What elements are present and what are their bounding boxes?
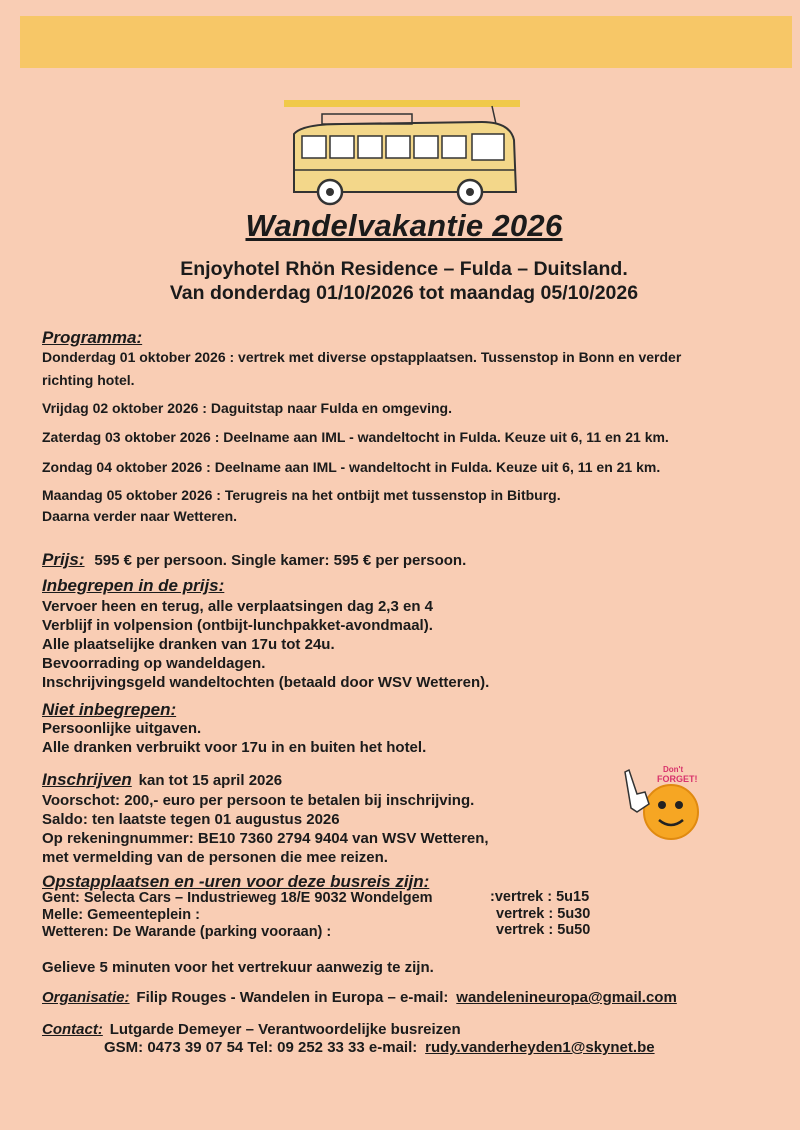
page-title: Wandelvakantie 2026 xyxy=(245,208,563,243)
list-item: Vervoer heen en terug, alle verplaatsingen dag 2,3 en 4 xyxy=(42,598,433,615)
day-line: Daarna verder naar Wetteren. xyxy=(42,508,238,524)
list-item: Voorschot: 200,- euro per persoon te betalen bij inschrijving. xyxy=(42,792,475,809)
organisatie-label: Organisatie: xyxy=(42,989,130,1006)
list-item: Op rekeningnummer: BE10 7360 2794 9404 van WSV Wetteren, xyxy=(42,830,489,847)
opstap-time: vertrek : 5u50 xyxy=(496,922,591,938)
programma-day-1 xyxy=(42,349,681,389)
list-item: met vermelding van de personen die mee reizen. xyxy=(42,849,388,866)
inbegrepen-heading: Inbegrepen in de prijs: xyxy=(42,576,225,595)
opstap-place: Wetteren: De Warande (parking vooraan) : xyxy=(42,924,332,940)
opstap-time: :vertrek : 5u15 xyxy=(490,889,590,905)
programma-day-3 xyxy=(42,429,669,446)
programma-section xyxy=(42,328,142,348)
pointing-hand-icon xyxy=(625,770,649,812)
organisatie-text: Filip Rouges - Wandelen in Europa – e-mail: xyxy=(136,989,449,1006)
dont-forget-sticker xyxy=(615,760,705,842)
bus-illustration xyxy=(282,100,522,208)
opstap-heading: Opstapplaatsen en -uren voor deze busreis zijn: xyxy=(42,872,430,891)
opstap-time: vertrek : 5u30 xyxy=(496,906,591,922)
organisatie-section xyxy=(42,989,677,1006)
niet-inbegrepen-section xyxy=(42,700,426,756)
list-item: Verblijf in volpension (ontbijt-lunchpakket-avondmaal). xyxy=(42,617,433,634)
programma-day-2 xyxy=(42,400,452,417)
list-item: Persoonlijke uitgaven. xyxy=(42,720,202,737)
programma-day-4 xyxy=(42,459,660,476)
contact-section xyxy=(42,1021,461,1038)
sticker-top-text: Don't xyxy=(663,765,684,774)
list-item: Saldo: ten laatste tegen 01 augustus 2026 xyxy=(42,811,340,828)
opstap-place: Gent: Selecta Cars – Industrieweg 18/E 9032 Wondelgem xyxy=(42,890,433,906)
opstap-note xyxy=(42,959,434,976)
programma-heading: Programma: xyxy=(42,328,143,347)
contact-email-link[interactable]: rudy.vanderheyden1@skynet.be xyxy=(425,1039,655,1056)
day-line: Maandag 05 oktober 2026 : Terugreis na het ontbijt met tussenstop in Bitburg. xyxy=(42,487,561,503)
inschrijven-deadline: kan tot 15 april 2026 xyxy=(138,772,283,789)
contact-phones: GSM: 0473 39 07 54 Tel: 09 252 33 33 e-mail: xyxy=(104,1039,418,1056)
contact-line-2 xyxy=(104,1039,655,1056)
niet-inbegrepen-heading: Niet inbegrepen: xyxy=(42,700,177,719)
note-text: Gelieve 5 minuten voor het vertrekuur aanwezig te zijn. xyxy=(42,959,434,976)
prijs-heading: Prijs: xyxy=(42,550,85,569)
hotel-subtitle: Enjoyhotel Rhön Residence – Fulda – Duitsland. xyxy=(180,258,628,280)
top-color-band xyxy=(20,16,792,68)
day-line: Zaterdag 03 oktober 2026 : Deelname aan IML - wandeltocht in Fulda. Keuze uit 6, 11 en 21 km. xyxy=(42,429,669,445)
programma-day-5 xyxy=(42,487,561,525)
contact-text: Lutgarde Demeyer – Verantwoordelijke busreizen xyxy=(109,1021,461,1038)
organisatie-email-link[interactable]: wandelenineuropa@gmail.com xyxy=(456,989,677,1006)
inschrijven-section xyxy=(42,770,489,866)
list-item: Alle dranken verbruikt voor 17u in en buiten het hotel. xyxy=(42,739,427,756)
inbegrepen-section xyxy=(42,576,489,691)
dates-subtitle: Van donderdag 01/10/2026 tot maandag 05/10/2026 xyxy=(169,282,639,304)
list-item: Alle plaatselijke dranken van 17u tot 24u. xyxy=(42,636,335,653)
list-item: Inschrijvingsgeld wandeltochten (betaald door WSV Wetteren). xyxy=(42,674,490,691)
list-item: Bevoorrading op wandeldagen. xyxy=(42,655,266,672)
day-line: richting hotel. xyxy=(42,372,135,388)
bus-highlight-stripe xyxy=(284,100,520,107)
sticker-bottom-text: FORGET! xyxy=(657,774,698,784)
smiley-face-icon xyxy=(644,785,698,839)
inschrijven-heading: Inschrijven xyxy=(42,770,132,789)
opstap-place: Melle: Gemeenteplein : xyxy=(42,907,200,923)
day-line: Donderdag 01 oktober 2026 : vertrek met diverse opstapplaatsen. Tussenstop in Bonn en verder xyxy=(42,349,682,365)
day-line: Zondag 04 oktober 2026 : Deelname aan IML - wandeltocht in Fulda. Keuze uit 6, 11 en 21 km. xyxy=(42,459,661,475)
prijs-section xyxy=(42,550,466,570)
prijs-text: 595 € per persoon. Single kamer: 595 € per persoon. xyxy=(94,552,467,569)
opstap-section xyxy=(42,872,429,892)
contact-label: Contact: xyxy=(42,1021,103,1038)
day-line: Vrijdag 02 oktober 2026 : Daguitstap naar Fulda en omgeving. xyxy=(42,400,452,416)
